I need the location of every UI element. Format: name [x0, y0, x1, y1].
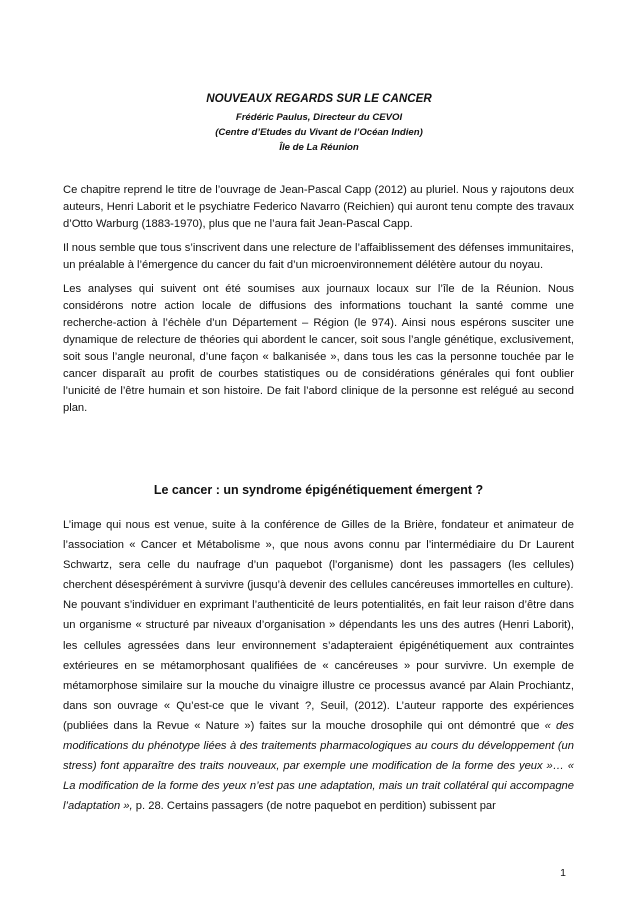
- institution-line: (Centre d’Etudes du Vivant de l’Océan Indien): [215, 127, 423, 138]
- paragraph-2-text-a: Ne pouvant s’individuer en exprimant l’authenticité de leurs potentialités, en fait leur raison d’être dans un organisme « structuré par niveaux d’organisation » dépendants les uns des autres (Henri Laborit), les cellules agressées dans leur environnement s’adapteraient épigénétiquement aux contraintes extérieures en se métamorphosant qualifiées de « cancéreuses » pour survivre. Un exemple de métamorphose similaire sur la mouche du vinaigre illustre ce processus avancé par Alain Prochiantz, dans son ouvrage « Qu’est-ce que le vivant ?, Seuil, (2012). L’auteur rapporte des expériences (publiées dans la Revue « Nature ») faites sur la mouche drosophile qui ont démontré que: [63, 599, 574, 732]
- page-number: 1: [560, 867, 566, 879]
- paragraph-2-text-b: p. 28. Certains passagers (de notre paquebot en perdition) subissent par: [132, 800, 496, 813]
- section-paragraph-2: [63, 595, 574, 816]
- section-heading: Le cancer : un syndrome épigénétiquement émergent ?: [153, 483, 484, 497]
- intro-paragraph-3: Les analyses qui suivent ont été soumises aux journaux locaux sur l’île de la Réunion. Nous considérons notre action locale de diffusions des informations touchant la santé comme une recherche-action à l’échèle d’un Département – Région (le 974). Ainsi nous espérons susciter une dynamique de relecture de théories qui abordent le cancer, soit sous l’angle génétique, exclusivement, soit sous l’angle neuronal, d’une façon « balkanisée », dans tous les cas la personne touchée par le cancer disparaît au profit de courbes statistiques ou de considérations générales qui font oublier l’unicité de l’être humain et son histoire. De fait l’abord clinique de la personne est relégué au second plan.: [63, 283, 574, 414]
- location-line: Île de La Réunion: [279, 142, 359, 153]
- author-line: Frédéric Paulus, Directeur du CEVOI: [235, 112, 403, 123]
- section-body: [63, 515, 574, 816]
- document-header: [0, 91, 638, 155]
- intro-paragraph-2: Il nous semble que tous s’inscrivent dans une relecture de l’affaiblissement des défenses immunitaires, un préalable à l’émergence du cancer du fait d’un microenvironnement délétère autour du noyau.: [63, 242, 574, 271]
- section-paragraph-1: L’image qui nous est venue, suite à la conférence de Gilles de la Brière, fondateur et animateur de l’association « Cancer et Métabolisme », que nous avons connu par l’intermédiaire du Dr Laurent Schwartz, sera celle du naufrage d’un paquebot (l’organisme) dont les passagers (les cellules) cherchent désespérément à survivre (jusqu’à devenir des cellules cancéreuses immortelles en culture).: [63, 519, 574, 592]
- intro-body: [63, 182, 574, 417]
- document-title: NOUVEAUX REGARDS SUR LE CANCER: [206, 92, 432, 105]
- paragraph-2-quote: « des modifications du phénotype liées à des traitements pharmacologiques au cours du développement (un stress) font apparaître des traits nouveaux, par exemple une modification de la forme des yeux »… « La modification de la forme des yeux n’est pas une adaptation, mais un trait collatéral qui accompagne l’adaptation »,: [63, 719, 574, 813]
- intro-paragraph-1: Ce chapitre reprend le titre de l’ouvrage de Jean-Pascal Capp (2012) au pluriel. Nous y rajoutons deux auteurs, Henri Laborit et le psychiatre Federico Navarro (Reichien) qui auront tenu compte des travaux d’Otto Warburg (1883-1970), plus que ne l’aura fait Jean-Pascal Capp.: [63, 184, 574, 230]
